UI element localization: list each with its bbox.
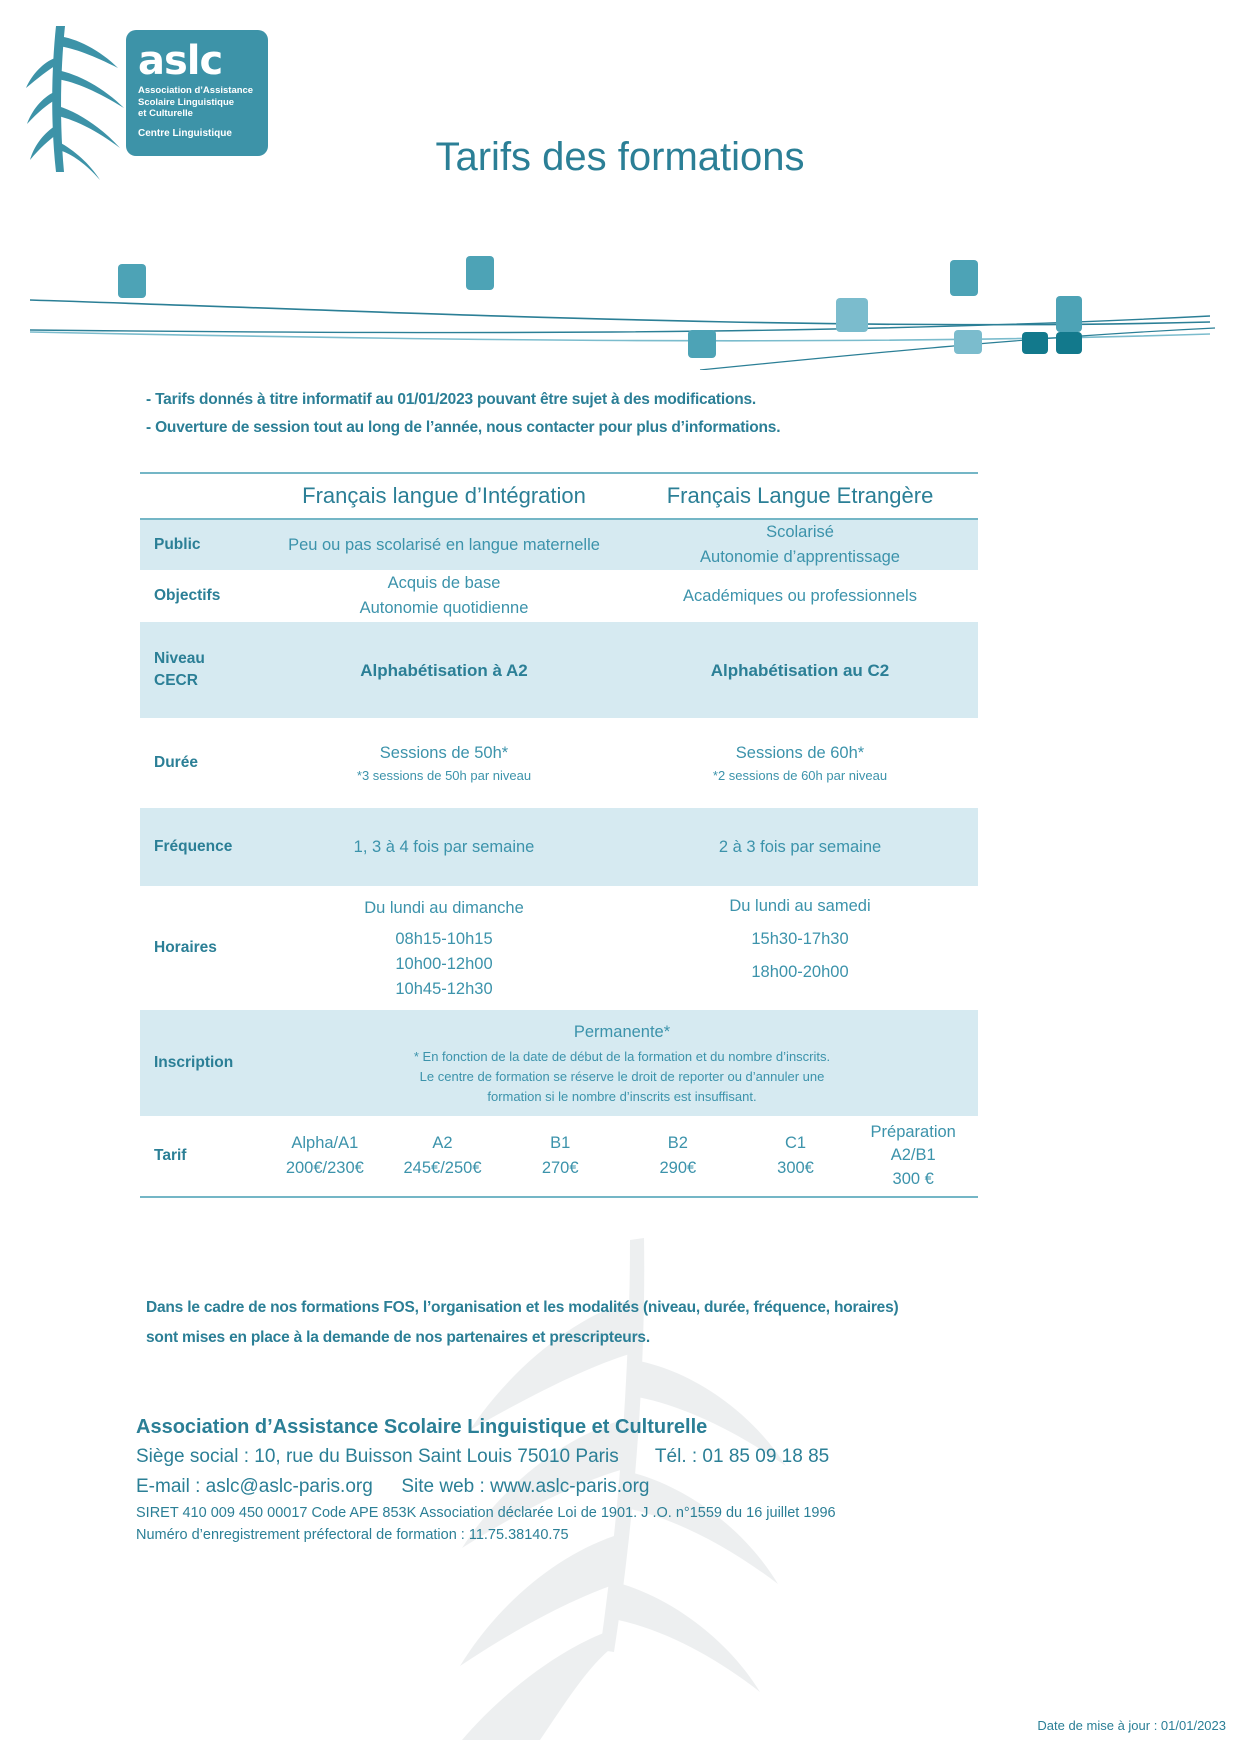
cell-horaires-fli-time-3: 10h45-12h30 bbox=[395, 980, 493, 998]
fos-note-line-2: sont mises en place à la demande de nos partenaires et prescripteurs. bbox=[146, 1329, 650, 1346]
tarif-price-alpha-a1: 200€/230€ bbox=[285, 1159, 364, 1177]
logo-subtitle-1: Association d’Assistance bbox=[138, 85, 254, 96]
cell-niveau-fle: Alphabétisation au C2 bbox=[710, 660, 890, 680]
table-row-tarif bbox=[140, 1116, 978, 1196]
table-bottom-rule bbox=[140, 1196, 978, 1198]
cell-objectifs-fli-line1: Acquis de base bbox=[387, 574, 501, 592]
cell-horaires-fli-head: Du lundi au dimanche bbox=[364, 899, 524, 917]
cell-horaires-fle-head: Du lundi au samedi bbox=[729, 897, 871, 915]
tarif-level-preparation-a2-b1: Préparation A2/B1 bbox=[870, 1122, 956, 1164]
cell-horaires-fle-time-2: 18h00-20h00 bbox=[751, 963, 849, 981]
cell-duree-fle-note: *2 sessions de 60h par niveau bbox=[712, 767, 888, 783]
band-square-9 bbox=[1056, 332, 1082, 354]
tarif-level-b2: B2 bbox=[667, 1134, 688, 1152]
cell-frequence-fle: 2 à 3 fois par semaine bbox=[718, 837, 882, 856]
footer-org-name: Association d’Assistance Scolaire Linguistique et Culturelle bbox=[136, 1416, 708, 1438]
row-label-inscription: Inscription bbox=[154, 1054, 234, 1071]
cell-inscription-note-3: formation si le nombre d’inscrits est insuffisant. bbox=[487, 1088, 757, 1104]
band-square-8 bbox=[1022, 332, 1048, 354]
cell-objectifs-fle: Académiques ou professionnels bbox=[683, 586, 917, 605]
band-square-4 bbox=[836, 298, 868, 332]
decorative-band bbox=[0, 250, 1240, 370]
info-notes bbox=[146, 386, 1046, 442]
document-footer bbox=[136, 1412, 1136, 1546]
logo-subtitle-3: et Culturelle bbox=[138, 108, 193, 119]
page-title: Tarifs des formations bbox=[435, 135, 805, 179]
cell-duree-fle bbox=[622, 718, 978, 808]
logo-subtitle-2: Scolaire Linguistique bbox=[138, 96, 235, 108]
footer-phone: Tél. : 01 85 09 18 85 bbox=[654, 1446, 830, 1467]
row-label-tarif: Tarif bbox=[154, 1147, 187, 1164]
band-square-7 bbox=[954, 330, 982, 354]
tarif-item-b2 bbox=[619, 1131, 737, 1181]
cell-public-fle-line2: Autonomie d’apprentissage bbox=[700, 548, 900, 566]
footer-website[interactable]: Site web : www.aslc-paris.org bbox=[401, 1476, 650, 1497]
row-label-frequence: Fréquence bbox=[154, 838, 233, 855]
logo-subtitle-4: Centre Linguistique bbox=[138, 127, 232, 139]
band-lines bbox=[0, 250, 1240, 370]
footer-address-line bbox=[136, 1442, 1136, 1472]
cell-duree-fli-main: Sessions de 50h* bbox=[379, 743, 509, 762]
tarif-item-alpha-a1 bbox=[266, 1131, 384, 1181]
cell-public-fli: Peu ou pas scolarisé en langue maternelle bbox=[288, 535, 600, 554]
row-label-duree: Durée bbox=[154, 754, 198, 771]
table-row-frequence bbox=[140, 808, 978, 886]
table-row-horaires bbox=[140, 886, 978, 1010]
cell-frequence-fli: 1, 3 à 4 fois par semaine bbox=[353, 837, 535, 856]
cell-horaires-fle bbox=[622, 886, 978, 1010]
table-row-niveau-cecr bbox=[140, 622, 978, 718]
tarif-level-b1: B1 bbox=[550, 1134, 571, 1152]
tarif-item-preparation-a2-b1 bbox=[854, 1121, 972, 1192]
table-row-public bbox=[140, 520, 978, 570]
footer-contact-line bbox=[136, 1472, 1136, 1502]
band-square-3 bbox=[950, 260, 978, 296]
tarif-level-alpha-a1: Alpha/A1 bbox=[291, 1134, 359, 1152]
footer-email[interactable]: E-mail : aslc@aslc-paris.org bbox=[136, 1476, 373, 1497]
pricing-table bbox=[140, 472, 978, 1198]
tarif-price-b1: 270€ bbox=[541, 1159, 579, 1177]
cell-duree-fli bbox=[266, 718, 622, 808]
cell-inscription-note-2: Le centre de formation se réserve le droit de reporter ou d’annuler une bbox=[419, 1068, 825, 1084]
band-square-6 bbox=[688, 330, 716, 358]
fos-note-line-1: Dans le cadre de nos formations FOS, l’organisation et les modalités (niveau, durée, fréquence, horaires) bbox=[146, 1299, 899, 1316]
row-label-niveau-line2: CECR bbox=[154, 672, 198, 689]
band-square-2 bbox=[466, 256, 494, 290]
footer-registration: Numéro d’enregistrement préfectoral de formation : 11.75.38140.75 bbox=[136, 1527, 569, 1543]
cell-duree-fli-note: *3 sessions de 50h par niveau bbox=[356, 767, 532, 783]
footer-address: Siège social : 10, rue du Buisson Saint Louis 75010 Paris bbox=[136, 1446, 619, 1467]
cell-inscription-note-1: * En fonction de la date de début de la formation et du nombre d’inscrits. bbox=[413, 1048, 831, 1064]
tarif-grid bbox=[266, 1116, 978, 1196]
cell-niveau-fli: Alphabétisation à A2 bbox=[360, 660, 528, 680]
header-col-fli: Français langue d’Intégration bbox=[302, 483, 586, 508]
band-square-1 bbox=[118, 264, 146, 298]
row-label-objectifs: Objectifs bbox=[154, 587, 221, 604]
table-header-row bbox=[140, 474, 978, 518]
band-square-5 bbox=[1056, 296, 1082, 332]
cell-horaires-fli bbox=[266, 886, 622, 1010]
tarif-price-a2: 245€/250€ bbox=[403, 1159, 482, 1177]
table-row-inscription bbox=[140, 1010, 978, 1116]
cell-horaires-fli-time-1: 08h15-10h15 bbox=[395, 930, 493, 948]
cell-horaires-fli-time-2: 10h00-12h00 bbox=[395, 955, 493, 973]
row-label-public: Public bbox=[154, 536, 201, 553]
cell-objectifs-fli-line2: Autonomie quotidienne bbox=[359, 599, 529, 617]
tarif-price-b2: 290€ bbox=[659, 1159, 697, 1177]
cell-inscription-content bbox=[266, 1010, 978, 1116]
cell-objectifs-fli bbox=[266, 570, 622, 622]
footer-siret: SIRET 410 009 450 00017 Code APE 853K Association déclarée Loi de 1901. J .O. n°1559 du 16 juillet 1996 bbox=[136, 1505, 836, 1521]
document-header bbox=[0, 0, 1240, 230]
table-row-duree bbox=[140, 718, 978, 808]
tarif-item-c1 bbox=[737, 1131, 855, 1181]
tarif-item-a2 bbox=[384, 1131, 502, 1181]
cell-horaires-fle-time-1: 15h30-17h30 bbox=[751, 930, 849, 948]
tarif-level-c1: C1 bbox=[784, 1134, 807, 1152]
cell-duree-fle-main: Sessions de 60h* bbox=[735, 743, 865, 762]
logo-brand: aslc bbox=[138, 38, 223, 84]
cell-inscription-main: Permanente* bbox=[573, 1022, 671, 1041]
row-label-niveau-line1: Niveau bbox=[154, 650, 205, 667]
table-row-objectifs bbox=[140, 570, 978, 622]
tarif-price-c1: 300€ bbox=[777, 1159, 814, 1177]
tarif-item-b1 bbox=[501, 1131, 619, 1181]
row-label-niveau-cecr bbox=[140, 622, 266, 718]
cell-public-fle-line1: Scolarisé bbox=[766, 523, 834, 541]
footer-update-date: Date de mise à jour : 01/01/2023 bbox=[1037, 1718, 1226, 1733]
cell-public-fle bbox=[622, 520, 978, 570]
note-line-2: - Ouverture de session tout au long de l’année, nous contacter pour plus d’informations. bbox=[146, 419, 781, 436]
fos-note bbox=[146, 1293, 1006, 1353]
tarif-level-a2: A2 bbox=[432, 1134, 453, 1152]
header-col-fle: Français Langue Etrangère bbox=[666, 483, 934, 508]
row-label-horaires: Horaires bbox=[154, 939, 217, 956]
tarif-price-preparation-a2-b1: 300 € bbox=[892, 1169, 934, 1188]
note-line-1: - Tarifs donnés à titre informatif au 01/01/2023 pouvant être sujet à des modifications. bbox=[146, 391, 757, 408]
